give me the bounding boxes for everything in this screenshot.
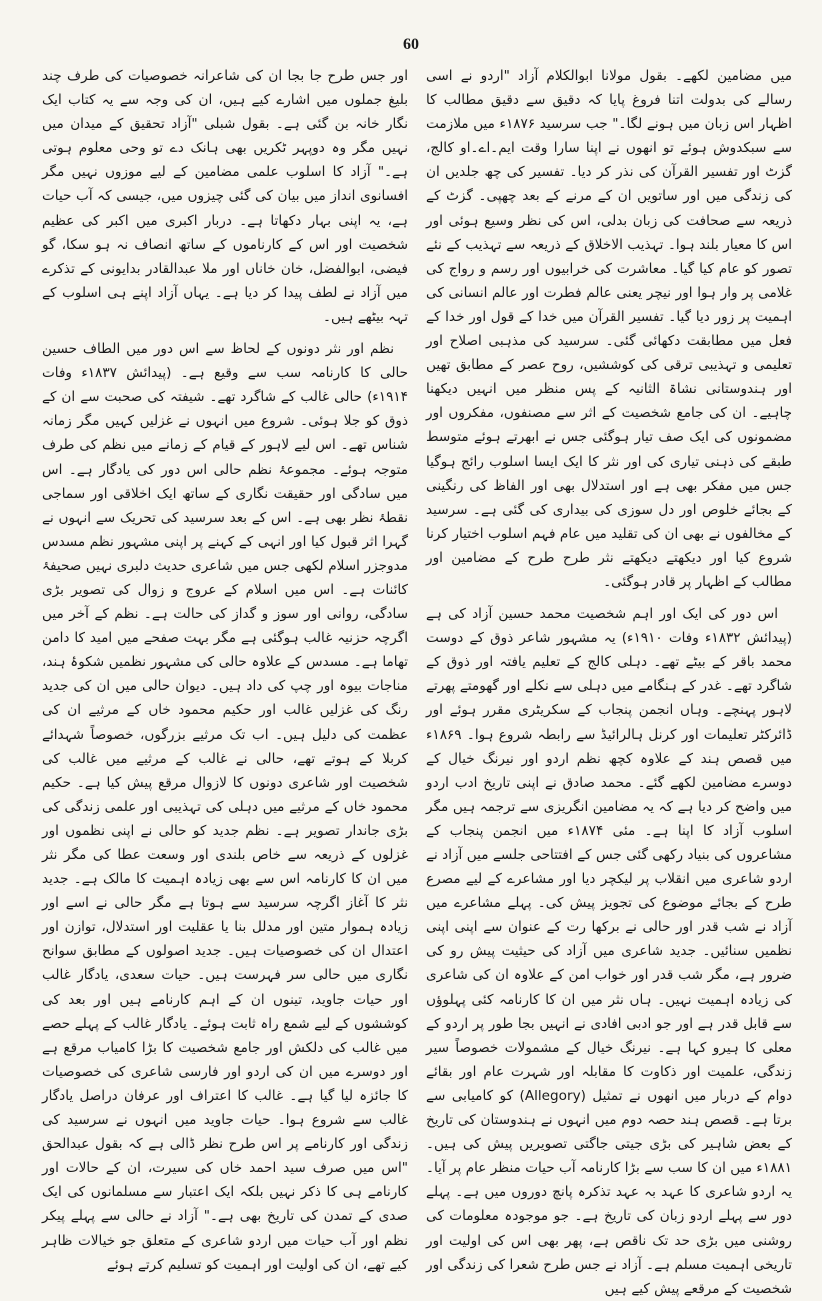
- paragraph-sir-syed-end: میں مضامین لکھے۔ بقول مولانا ابوالکلام آزاد "اردو نے اسی رسالے کی بدولت اتنا فروغ پایا کہ دقیق سے دقیق مطالب کا اظہار اس زبان میں ہونے لگا۔" جب سرسید ۱۸۷۶ء میں ملازمت سے سبکدوش ہوئے تو انھوں نے اپنا سارا وقت ایم۔اے۔او کالج، گزٹ اور تفسیر القرآن کی نذر کر دیا۔ تفسیر کی چھ جلدیں ان کی زندگی میں اور ساتویں ان کے مرنے کے بعد چھپی۔ گزٹ کے ذریعہ سے صحافت کی زبان بدلی، اس کی نظر وسیع ہوئی اور اس کا معیار بلند ہوا۔ تہذیب الاخلاق کے ذریعہ سے تہذیب کے نئے تصور کو عام کیا گیا۔ معاشرت کی خرابیوں اور رسم و رواج کی غلامی پر وار ہوا اور نیچر یعنی عالم فطرت اور عالم انسانی کی اہمیت پر زور دیا گیا۔ تفسیر القرآن میں خدا کے قول اور خدا کے فعل میں مطابقت دکھائی گئی۔ سرسید کی مذہبی اصلاح اور تعلیمی و تہذیبی ترقی کی کوششیں، روح عصر کے مطابق تھیں اور ہندوستانی نشاۃ الثانیہ کے پس منظر میں انہیں دیکھنا چاہیے۔ ان کی جامع شخصیت کے اثر سے مصنفوں، مفکروں اور مضمونوں کی ایک صف تیار ہوگئی جس نے ابھرتے ہوئے متوسط طبقے کی ذہنی تیاری کی اور نثر کا ایک ایسا اسلوب رائج ہوگیا جس میں مفکر بھی ہے اور استدلال بھی اور الفاظ کی رنگینی کے بجائے خلوص اور دل سوزی کی بیداری کی گئی ہے۔ سرسید کے مخالفوں نے بھی ان کی تقلید میں عام فہم اسلوب اختیار کرنا شروع کیا اور دیکھتے دیکھتے نثر طرح طرح کے مضامین اور مطالب کے اظہار پر قادر ہوگئی۔: [426, 68, 792, 590]
- right-column: [426, 64, 792, 1297]
- text-columns: [42, 64, 792, 1297]
- paragraph-azad: اس دور کی ایک اور اہم شخصیت محمد حسین آزاد کی ہے (پیدائش ۱۸۳۲ء وفات ۱۹۱۰ء) یہ مشہور شاعر ذوق کے دوست محمد باقر کے بیٹے تھے۔ دہلی کالج کے تعلیم یافتہ اور ذوق کے شاگرد تھے۔ غدر کے ہنگامے میں دہلی سے نکلے اور گھومتے پھرتے لاہور پہنچے۔ وہاں انجمن پنجاب کے سکریٹری مقرر ہوئے اور ڈائرکٹر تعلیمات اور کرنل ہالرائیڈ سے رابطہ شروع ہوا۔ ۱۸۶۹ء میں قصص ہند کے علاوہ کچھ نظم اردو اور نیرنگ خیال کے دوسرے مضامین لکھے گئے۔ محمد صادق نے اپنی تاریخ ادب اردو میں واضح کر دیا ہے کہ یہ مضامین انگریزی سے ترجمہ ہیں مگر اسلوب آزاد کا اپنا ہے۔ مئی ۱۸۷۴ء میں انجمن پنجاب کے مشاعروں کی بنیاد رکھی گئی جس کے افتتاحی جلسے میں آزاد نے اردو شاعری میں انقلاب پر لیکچر دیا اور مشاعرے کے لیے مصرع طرح کے بجائے موضوع کی تجویز پیش کی۔ پہلے مشاعرے میں آزاد نے شب قدر اور حالی نے برکھا رت کے عنوان سے اپنی اپنی نظمیں سنائیں۔ جدید شاعری میں آزاد کی حیثیت پیش رو کی ضرور ہے، مگر شب قدر اور خواب امن کے علاوہ ان کی شاعری کی زیادہ اہمیت نہیں۔ ہاں نثر میں ان کا کارنامہ کئی پہلوؤں سے قابل قدر ہے اور جو ادبی افادی نے انہیں بجا طور پر اردو کے معلی کا ہیرو کہا ہے۔ نیرنگ خیال کے مشمولات خصوصاً سیر زندگی، علمیت اور ذکاوت کا مقابلہ اور شہرت عام اور بقائے دوام کے دربار میں انھوں نے تمثیل (Allegory) کو کامیابی سے برتا ہے۔ قصص ہند حصہ دوم میں انہوں نے ہندوستان کی تاریخ کے بعض شاہیر کی بڑی جیتی جاگتی تصویریں پیش کی ہیں۔ ۱۸۸۱ء میں ان کا سب سے بڑا کارنامہ آب حیات منظر عام پر آیا۔ یہ اردو شاعری کا عہد بہ عہد تذکرہ پانچ دوروں میں ہے۔ پہلے دور سے پہلے اردو زبان کی تاریخ ہے۔ جو موجودہ معلومات کی روشنی میں بڑی حد تک ناقص ہے، پھر بھی اس کی اولیت اور تاریخی اہمیت مسلم ہے۔ آزاد نے جس طرح شعرا کی زندگی اور شخصیت کے مرقعے پیش کیے ہیں: [426, 606, 792, 1297]
- paragraph-azad-continued: اور جس طرح جا بجا ان کی شاعرانہ خصوصیات کی طرف چند بلیغ جملوں میں اشارے کیے ہیں، ان کی وجہ سے یہ کتاب ایک نگار خانہ بن گئی ہے۔ بقول شبلی "آزاد تحقیق کے میدان میں نہیں مگر وہ دوپہر ٹکریں بھی ہانک دے تو وحی معلوم ہوتی ہے۔" آزاد کا اسلوب علمی مضامین کے لیے موزوں نہیں مگر افسانوی انداز میں بیان کی گئی چیزوں میں، جیسی کہ آب حیات ہے، یہ اپنی بہار دکھاتا ہے۔ دربار اکبری میں اکبر کی عظیم شخصیت اور اس کے کارناموں کے ساتھ انصاف نہ ہو سکا، گو فیضی، ابوالفضل، خان خاناں اور ملا عبدالقادر بدایونی کے تذکرے میں آزاد نے لطف پیدا کر دیا ہے۔ یہاں آزاد اپنے ہی اسلوب کے تہہ بیٹھے ہیں۔: [42, 68, 408, 325]
- left-column: [42, 64, 409, 1273]
- page-number: 60: [403, 36, 419, 53]
- paragraph-hali: نظم اور نثر دونوں کے لحاظ سے اس دور میں الطاف حسین حالی کا کارنامہ سب سے وقیع ہے۔ (پیدائش ۱۸۳۷ء وفات ۱۹۱۴ء) حالی غالب کے شاگرد تھے۔ شیفتہ کی صحبت سے ان کے ذوق کو جلا ہوئی۔ شروع میں انہوں نے غزلیں کہیں مگر زمانہ شناس تھے۔ اس لیے لاہور کے قیام کے زمانے میں نظم کی طرف متوجہ ہوئے۔ مجموعۂ نظم حالی اس دور کی یادگار ہے۔ اس میں سادگی اور حقیقت نگاری کے ساتھ ایک اخلاقی اور سماجی نقطۂ نظر بھی ہے۔ اس کے بعد سرسید کی تحریک سے انہوں نے گہرا اثر قبول کیا اور انہی کے کہنے پر اپنی مشہور نظم مسدس مدوجزر اسلام لکھی جس میں شاعری حدیث دلبری نہیں صحیفۂ کائنات ہے۔ اس میں اسلام کے عروج و زوال کی تصویر بڑی سادگی، روانی اور سوز و گداز کی حالت ہے۔ نظم کے آخر میں اگرچہ حزنیہ غالب ہوگئی ہے مگر بہت صفحے میں امید کا دامن تھاما ہے۔ مسدس کے علاوہ حالی کی مشہور نظمیں شکوۂ ہند، مناجات بیوہ اور چپ کی داد ہیں۔ دیوان حالی میں ان کی جدید رنگ کی غزلیں غالب اور حکیم محمود خاں کے مرثیے ان کی عظمت کی دلیل ہیں۔ اب تک مرثیے بزرگوں، خصوصاً شہدائے کربلا کے ہوتے تھے، حالی نے غالب کے مرثیے میں غالب کی شخصیت اور شاعری دونوں کا لازوال مرقع پیش کیا ہے۔ حکیم محمود خاں کے مرثیے میں دہلی کی تہذیبی اور علمی زندگی کی بڑی جاندار تصویر ہے۔ نظم جدید کو حالی نے اپنی نظموں اور غزلوں کے ذریعہ سے خاص بلندی اور وسعت عطا کی مگر نثر میں ان کا کارنامہ اس سے بھی زیادہ اہمیت کا مالک ہے۔ جدید نثر کا آغاز اگرچہ سرسید سے ہوتا ہے مگر حالی نے اسے اور زیادہ ہموار متین اور مدلل بنا یا عقلیت اور استدلال، توازن اور اعتدال ان کی خصوصیات ہیں۔ جدید اصولوں کے مطابق سوانح نگاری میں حالی سر فہرست ہیں۔ حیات سعدی، یادگار غالب اور حیات جاوید، تینوں ان کے اہم کارنامے ہیں اور بعد کی کوششوں کے لیے شمع راہ ثابت ہوئے۔ یادگار غالب کے پہلے حصے میں غالب کی دلکش اور جامع شخصیت کا بڑا کامیاب مرقع ہے اور دوسرے میں ان کی اردو اور فارسی شاعری کی خصوصیات کا جائزہ لیا گیا ہے۔ غالب کا اعتراف اور عرفان دراصل یادگار غالب سے شروع ہوا۔ حیات جاوید میں انہوں نے سرسید کی زندگی اور کارنامے پر اس طرح نظر ڈالی ہے کہ بقول عبدالحق "اس میں صرف سید احمد خاں کی سیرت، ان کے حالات اور کارنامے ہی کا ذکر نہیں بلکہ ایک اعتبار سے مسلمانوں کی ایک صدی کے تمدن کی تاریخ بھی ہے۔" آزاد نے حالی سے پہلے پیکر نظم اور آب حیات میں اردو شاعری کے متعلق جو خیالات ظاہر کیے تھے، ان کی اولیت اور اہمیت کو تسلیم کرتے ہوئے: [42, 341, 409, 1273]
